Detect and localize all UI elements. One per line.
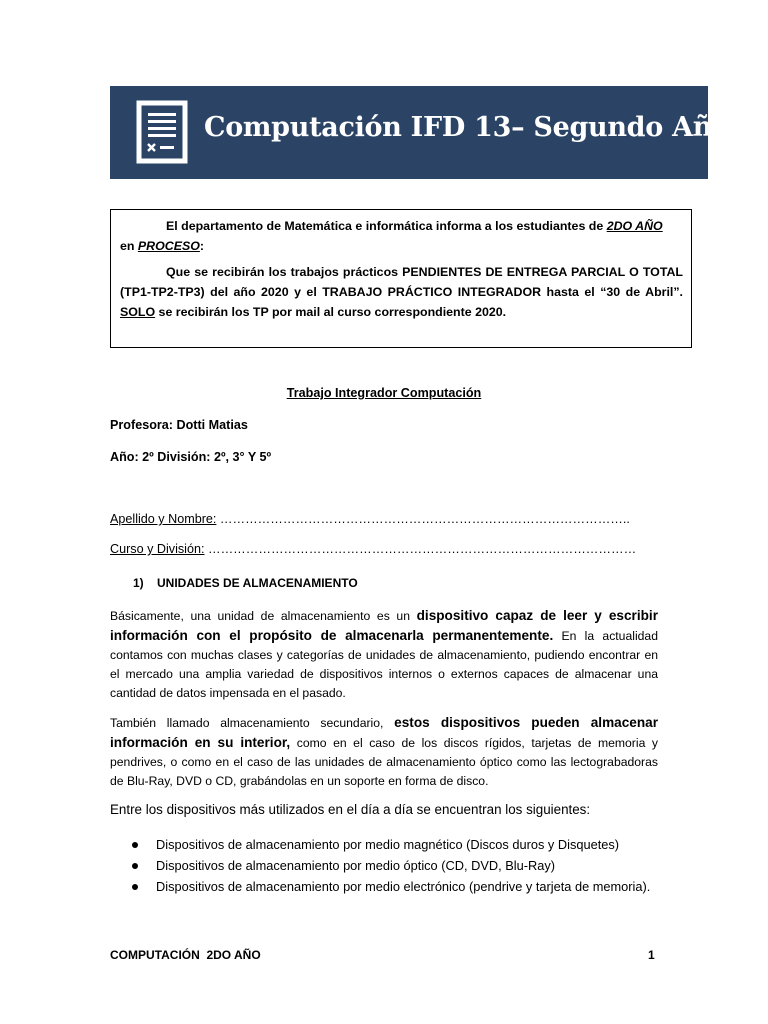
notice-solo: SOLO (120, 305, 156, 319)
year-division: Año: 2º División: 2º, 3° Y 5º (110, 450, 272, 464)
document-title: Trabajo Integrador Computación (286, 386, 482, 400)
paragraph-1: Básicamente, una unidad de almacenamiento es un dispositivo capaz de leer y escribir información con el propósito de almacenarla permanentemente. En la actualidad contamos con muchas clases y categorías de unidades de almacenamiento, pudiendo encontrar en el mercado una amplia variedad de dispositivos internos o externos capaces de almacenar una cantidad de datos impensada en el pasado. (110, 608, 658, 700)
notice-line-2: Que se recibirán los trabajos prácticos PENDIENTES DE ENTREGA PARCIAL O TOTAL (TP1-TP2-TP3) del año 2020 y el TRABAJO PRÁCTICO INTEGRADOR hasta el “30 de Abril”. SOLO se recibirán los TP por mail al curso correspondiente 2020. (120, 265, 683, 319)
banner-title: Computación IFD 13– Segundo Año - (204, 112, 750, 143)
paragraph-2: También llamado almacenamiento secundario, estos dispositivos pueden almacenar información en su interior, como en el caso de los discos rígidos, tarjetas de memoria y pendrives, o como en el caso de las unidades de almacenamiento óptico como las lectograbadoras de Blu-Ray, DVD o CD, grabándolas en un soporte en forma de disco. (110, 715, 658, 788)
notice-box (110, 209, 692, 348)
notice-line-1: El departamento de Matemática e informática informa a los estudiantes de 2DO AÑO en PROCESO: (120, 219, 663, 253)
teacher-name: Profesora: Dotti Matias (110, 418, 248, 432)
name-field[interactable]: Apellido y Nombre: …………………………………………………………………………………….. (110, 512, 630, 526)
list-item: Dispositivos de almacenamiento por medio electrónico (pendrive y tarjeta de memoria). (110, 876, 658, 897)
footer-title: COMPUTACIÓN 2DO AÑO (110, 948, 261, 962)
section-heading: 1) UNIDADES DE ALMACENAMIENTO (133, 576, 358, 590)
paragraph-3: Entre los dispositivos más utilizados en el día a día se encuentran los siguientes: (110, 802, 591, 817)
device-list (110, 834, 658, 897)
document-checklist-icon (136, 100, 188, 164)
list-item: Dispositivos de almacenamiento por medio magnético (Discos duros y Disquetes) (110, 834, 658, 855)
bullet-icon (132, 884, 138, 890)
list-item: Dispositivos de almacenamiento por medio óptico (CD, DVD, Blu-Ray) (110, 855, 658, 876)
course-field[interactable]: Curso y División: ………………………………………………………………………………………… (110, 542, 637, 556)
notice-status: PROCESO (137, 239, 200, 253)
bullet-icon (132, 863, 138, 869)
bullet-icon (132, 842, 138, 848)
notice-grade: 2DO AÑO (606, 219, 663, 233)
page-number: 1 (648, 948, 655, 962)
